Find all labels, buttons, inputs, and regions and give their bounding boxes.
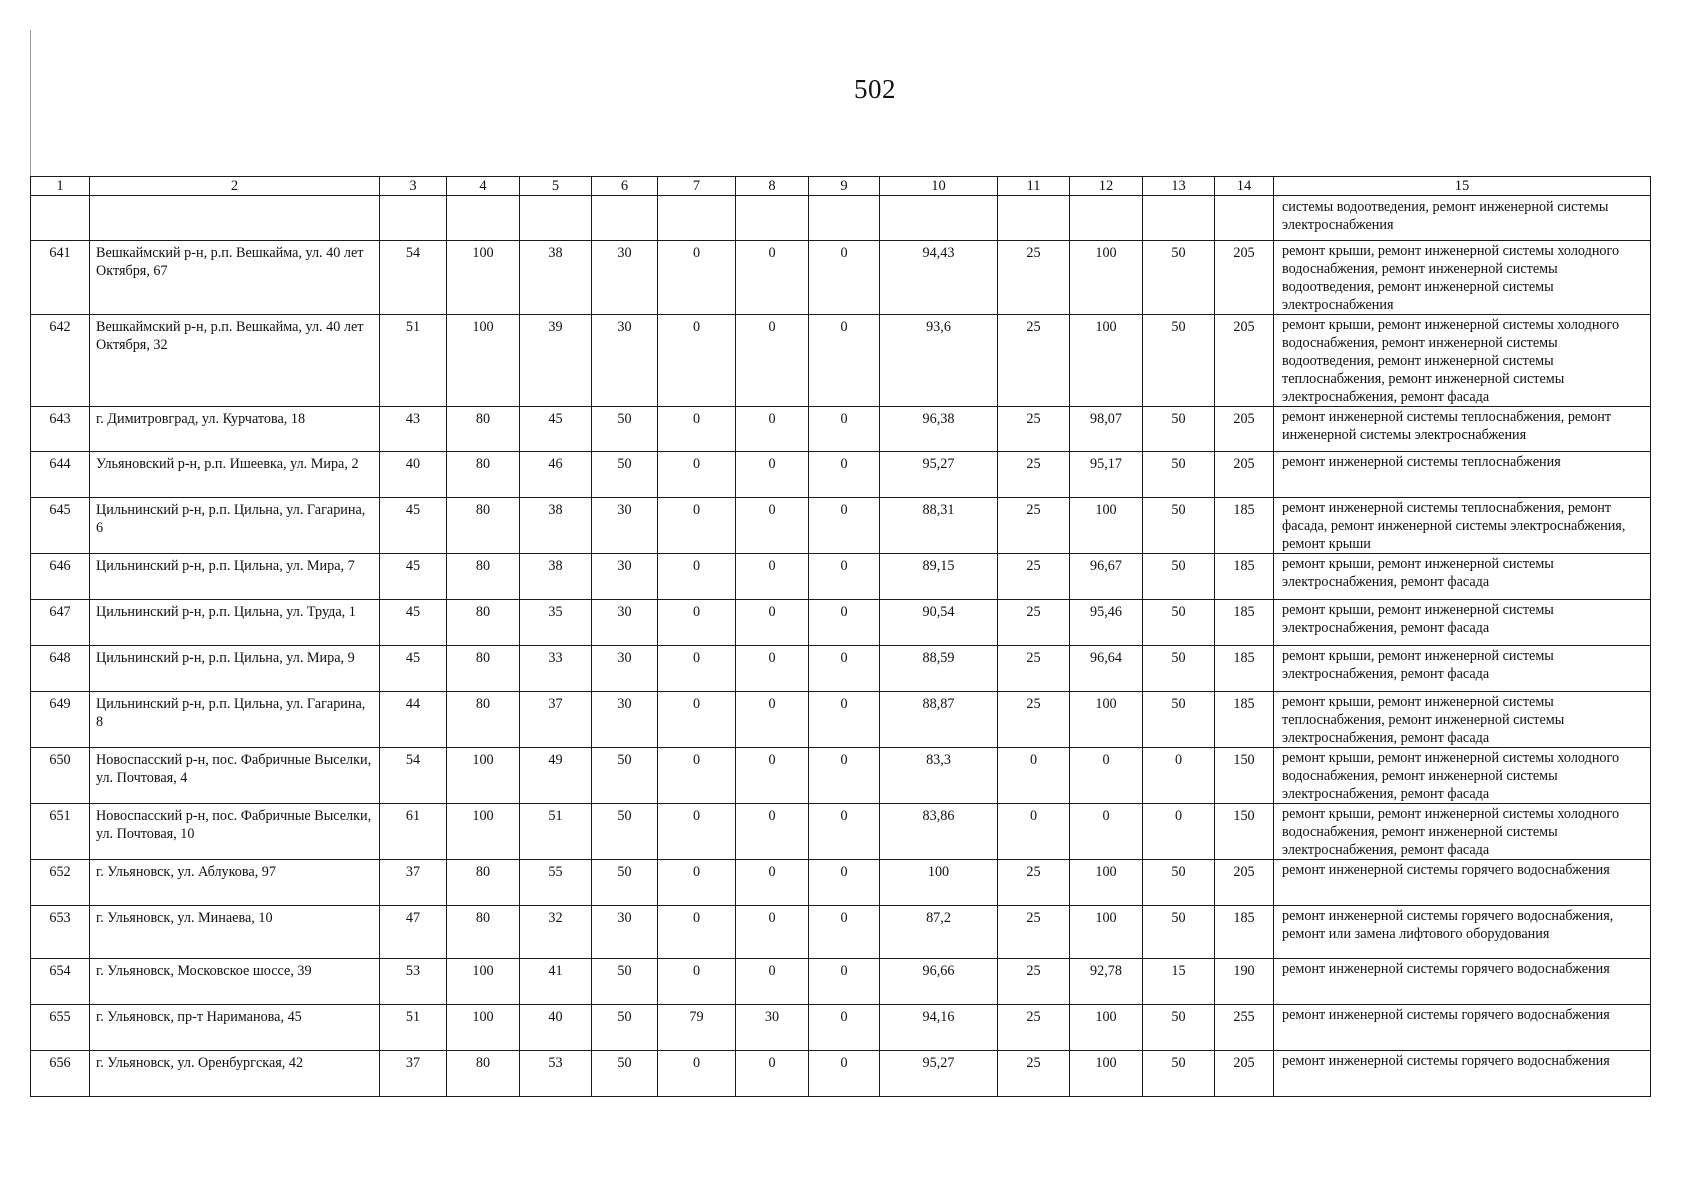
value-cell: 0 xyxy=(658,407,736,452)
address-cell: Ульяновский р-н, р.п. Ишеевка, ул. Мира, 2 xyxy=(90,452,380,498)
value-cell: 37 xyxy=(380,860,447,906)
value-cell: 80 xyxy=(447,452,520,498)
address-cell: г. Ульяновск, ул. Оренбургская, 42 xyxy=(90,1051,380,1097)
works-cell: ремонт крыши, ремонт инженерной системы электроснабжения, ремонт фасада xyxy=(1274,600,1651,646)
table-row xyxy=(31,315,1651,407)
column-number-cell: 10 xyxy=(880,177,998,196)
value-cell: 205 xyxy=(1215,452,1274,498)
value-cell: 61 xyxy=(380,804,447,860)
value-cell: 30 xyxy=(592,600,658,646)
value-cell: 38 xyxy=(520,554,592,600)
value-cell: 0 xyxy=(809,407,880,452)
column-number-cell: 5 xyxy=(520,177,592,196)
value-cell: 50 xyxy=(1143,315,1215,407)
value-cell: 83,86 xyxy=(880,804,998,860)
empty-cell xyxy=(520,196,592,241)
value-cell: 0 xyxy=(658,554,736,600)
value-cell: 0 xyxy=(658,498,736,554)
value-cell: 100 xyxy=(447,804,520,860)
address-cell: Новоспасский р-н, пос. Фабричные Выселки, ул. Почтовая, 4 xyxy=(90,748,380,804)
value-cell: 0 xyxy=(809,498,880,554)
row-number-cell: 645 xyxy=(31,498,90,554)
row-number-cell: 655 xyxy=(31,1005,90,1051)
value-cell: 25 xyxy=(998,959,1070,1005)
table-row xyxy=(31,959,1651,1005)
value-cell: 89,15 xyxy=(880,554,998,600)
value-cell: 0 xyxy=(736,860,809,906)
value-cell: 49 xyxy=(520,748,592,804)
value-cell: 0 xyxy=(736,1051,809,1097)
value-cell: 0 xyxy=(658,804,736,860)
table-row xyxy=(31,646,1651,692)
column-number-cell: 2 xyxy=(90,177,380,196)
value-cell: 0 xyxy=(809,241,880,315)
value-cell: 0 xyxy=(658,906,736,959)
empty-cell xyxy=(31,196,90,241)
value-cell: 50 xyxy=(1143,692,1215,748)
address-cell: Цильнинский р-н, р.п. Цильна, ул. Гагарина, 8 xyxy=(90,692,380,748)
value-cell: 88,87 xyxy=(880,692,998,748)
address-cell: Цильнинский р-н, р.п. Цильна, ул. Мира, 7 xyxy=(90,554,380,600)
value-cell: 255 xyxy=(1215,1005,1274,1051)
value-cell: 94,43 xyxy=(880,241,998,315)
value-cell: 37 xyxy=(520,692,592,748)
value-cell: 25 xyxy=(998,600,1070,646)
table-row xyxy=(31,804,1651,860)
value-cell: 0 xyxy=(736,959,809,1005)
address-cell: г. Ульяновск, Московское шоссе, 39 xyxy=(90,959,380,1005)
table-row xyxy=(31,452,1651,498)
row-number-cell: 647 xyxy=(31,600,90,646)
row-number-cell: 641 xyxy=(31,241,90,315)
column-number-cell: 7 xyxy=(658,177,736,196)
address-cell: Цильнинский р-н, р.п. Цильна, ул. Гагарина, 6 xyxy=(90,498,380,554)
value-cell: 50 xyxy=(592,407,658,452)
value-cell: 30 xyxy=(592,498,658,554)
address-cell: Цильнинский р-н, р.п. Цильна, ул. Труда, 1 xyxy=(90,600,380,646)
table-row xyxy=(31,407,1651,452)
value-cell: 41 xyxy=(520,959,592,1005)
value-cell: 0 xyxy=(1070,748,1143,804)
value-cell: 100 xyxy=(1070,315,1143,407)
works-cell: ремонт крыши, ремонт инженерной системы электроснабжения, ремонт фасада xyxy=(1274,554,1651,600)
value-cell: 25 xyxy=(998,452,1070,498)
value-cell: 0 xyxy=(736,407,809,452)
value-cell: 38 xyxy=(520,498,592,554)
value-cell: 88,31 xyxy=(880,498,998,554)
empty-cell xyxy=(1215,196,1274,241)
value-cell: 50 xyxy=(1143,241,1215,315)
column-number-cell: 14 xyxy=(1215,177,1274,196)
row-number-cell: 642 xyxy=(31,315,90,407)
value-cell: 50 xyxy=(592,804,658,860)
value-cell: 0 xyxy=(998,804,1070,860)
value-cell: 54 xyxy=(380,748,447,804)
value-cell: 80 xyxy=(447,906,520,959)
value-cell: 0 xyxy=(809,959,880,1005)
table-row xyxy=(31,1051,1651,1097)
value-cell: 0 xyxy=(658,241,736,315)
value-cell: 30 xyxy=(592,554,658,600)
empty-cell xyxy=(736,196,809,241)
column-number-cell: 15 xyxy=(1274,177,1651,196)
value-cell: 30 xyxy=(736,1005,809,1051)
table-row xyxy=(31,241,1651,315)
value-cell: 30 xyxy=(592,241,658,315)
address-cell: Новоспасский р-н, пос. Фабричные Выселки, ул. Почтовая, 10 xyxy=(90,804,380,860)
value-cell: 50 xyxy=(1143,860,1215,906)
value-cell: 0 xyxy=(1143,748,1215,804)
empty-cell xyxy=(447,196,520,241)
value-cell: 100 xyxy=(880,860,998,906)
value-cell: 0 xyxy=(736,804,809,860)
value-cell: 50 xyxy=(592,748,658,804)
continuation-row xyxy=(31,196,1651,241)
value-cell: 25 xyxy=(998,407,1070,452)
table-row xyxy=(31,554,1651,600)
value-cell: 0 xyxy=(658,600,736,646)
empty-cell xyxy=(380,196,447,241)
value-cell: 0 xyxy=(736,692,809,748)
value-cell: 150 xyxy=(1215,748,1274,804)
works-cell: ремонт инженерной системы горячего водоснабжения, ремонт или замена лифтового оборудования xyxy=(1274,906,1651,959)
works-cell: ремонт инженерной системы горячего водоснабжения xyxy=(1274,1005,1651,1051)
value-cell: 0 xyxy=(809,452,880,498)
value-cell: 32 xyxy=(520,906,592,959)
value-cell: 96,67 xyxy=(1070,554,1143,600)
table-row xyxy=(31,748,1651,804)
value-cell: 100 xyxy=(1070,906,1143,959)
value-cell: 43 xyxy=(380,407,447,452)
value-cell: 45 xyxy=(520,407,592,452)
row-number-cell: 652 xyxy=(31,860,90,906)
value-cell: 0 xyxy=(1143,804,1215,860)
value-cell: 50 xyxy=(592,452,658,498)
value-cell: 100 xyxy=(447,241,520,315)
value-cell: 0 xyxy=(809,315,880,407)
value-cell: 205 xyxy=(1215,1051,1274,1097)
value-cell: 190 xyxy=(1215,959,1274,1005)
row-number-cell: 656 xyxy=(31,1051,90,1097)
value-cell: 47 xyxy=(380,906,447,959)
address-cell: г. Ульяновск, пр-т Нариманова, 45 xyxy=(90,1005,380,1051)
value-cell: 185 xyxy=(1215,906,1274,959)
column-number-cell: 9 xyxy=(809,177,880,196)
column-number-cell: 8 xyxy=(736,177,809,196)
value-cell: 80 xyxy=(447,1051,520,1097)
value-cell: 50 xyxy=(1143,1051,1215,1097)
column-number-cell: 13 xyxy=(1143,177,1215,196)
table-row xyxy=(31,600,1651,646)
value-cell: 50 xyxy=(1143,906,1215,959)
address-cell: г. Ульяновск, ул. Аблукова, 97 xyxy=(90,860,380,906)
value-cell: 88,59 xyxy=(880,646,998,692)
works-cell: ремонт инженерной системы теплоснабжения, ремонт инженерной системы электроснабжения xyxy=(1274,407,1651,452)
value-cell: 44 xyxy=(380,692,447,748)
address-cell: Вешкаймский р-н, р.п. Вешкайма, ул. 40 лет Октября, 67 xyxy=(90,241,380,315)
value-cell: 90,54 xyxy=(880,600,998,646)
value-cell: 25 xyxy=(998,1005,1070,1051)
value-cell: 0 xyxy=(736,315,809,407)
column-number-cell: 3 xyxy=(380,177,447,196)
value-cell: 100 xyxy=(447,315,520,407)
address-cell: Цильнинский р-н, р.п. Цильна, ул. Мира, 9 xyxy=(90,646,380,692)
value-cell: 0 xyxy=(809,646,880,692)
value-cell: 0 xyxy=(809,1051,880,1097)
value-cell: 50 xyxy=(1143,600,1215,646)
works-cell: ремонт крыши, ремонт инженерной системы холодного водоснабжения, ремонт инженерной системы водоотведения, ремонт инженерной системы электроснабжения xyxy=(1274,241,1651,315)
works-cell: ремонт инженерной системы теплоснабжения, ремонт фасада, ремонт инженерной системы электроснабжения, ремонт крыши xyxy=(1274,498,1651,554)
value-cell: 0 xyxy=(658,452,736,498)
value-cell: 0 xyxy=(809,692,880,748)
value-cell: 46 xyxy=(520,452,592,498)
works-cell: ремонт инженерной системы горячего водоснабжения xyxy=(1274,959,1651,1005)
value-cell: 92,78 xyxy=(1070,959,1143,1005)
value-cell: 100 xyxy=(447,1005,520,1051)
value-cell: 50 xyxy=(592,860,658,906)
value-cell: 39 xyxy=(520,315,592,407)
value-cell: 38 xyxy=(520,241,592,315)
works-cell: ремонт инженерной системы горячего водоснабжения xyxy=(1274,860,1651,906)
row-number-cell: 643 xyxy=(31,407,90,452)
value-cell: 185 xyxy=(1215,692,1274,748)
page-number: 502 xyxy=(854,74,896,104)
value-cell: 96,64 xyxy=(1070,646,1143,692)
value-cell: 79 xyxy=(658,1005,736,1051)
row-number-cell: 649 xyxy=(31,692,90,748)
works-cell: ремонт крыши, ремонт инженерной системы холодного водоснабжения, ремонт инженерной системы водоотведения, ремонт инженерной системы теплоснабжения, ремонт инженерной системы электроснабжения, ремонт фасада xyxy=(1274,315,1651,407)
value-cell: 80 xyxy=(447,692,520,748)
table-header-row xyxy=(31,177,1651,196)
value-cell: 100 xyxy=(447,748,520,804)
value-cell: 205 xyxy=(1215,407,1274,452)
address-cell: г. Димитровград, ул. Курчатова, 18 xyxy=(90,407,380,452)
value-cell: 0 xyxy=(736,600,809,646)
value-cell: 0 xyxy=(998,748,1070,804)
works-cell: ремонт крыши, ремонт инженерной системы холодного водоснабжения, ремонт инженерной системы электроснабжения, ремонт фасада xyxy=(1274,748,1651,804)
column-number-cell: 1 xyxy=(31,177,90,196)
row-number-cell: 654 xyxy=(31,959,90,1005)
row-number-cell: 644 xyxy=(31,452,90,498)
value-cell: 25 xyxy=(998,692,1070,748)
table-row xyxy=(31,860,1651,906)
value-cell: 185 xyxy=(1215,554,1274,600)
value-cell: 25 xyxy=(998,1051,1070,1097)
value-cell: 30 xyxy=(592,906,658,959)
value-cell: 80 xyxy=(447,860,520,906)
value-cell: 51 xyxy=(520,804,592,860)
value-cell: 55 xyxy=(520,860,592,906)
value-cell: 87,2 xyxy=(880,906,998,959)
value-cell: 0 xyxy=(736,498,809,554)
value-cell: 80 xyxy=(447,407,520,452)
empty-cell xyxy=(658,196,736,241)
value-cell: 51 xyxy=(380,315,447,407)
value-cell: 0 xyxy=(809,554,880,600)
value-cell: 30 xyxy=(592,692,658,748)
value-cell: 53 xyxy=(380,959,447,1005)
works-cell: ремонт инженерной системы горячего водоснабжения xyxy=(1274,1051,1651,1097)
value-cell: 50 xyxy=(1143,554,1215,600)
address-cell: Вешкаймский р-н, р.п. Вешкайма, ул. 40 лет Октября, 32 xyxy=(90,315,380,407)
empty-cell xyxy=(809,196,880,241)
value-cell: 0 xyxy=(1070,804,1143,860)
value-cell: 95,27 xyxy=(880,1051,998,1097)
table-row xyxy=(31,1005,1651,1051)
value-cell: 40 xyxy=(520,1005,592,1051)
row-number-cell: 646 xyxy=(31,554,90,600)
column-number-cell: 4 xyxy=(447,177,520,196)
value-cell: 100 xyxy=(1070,1005,1143,1051)
value-cell: 185 xyxy=(1215,498,1274,554)
empty-cell xyxy=(1070,196,1143,241)
value-cell: 0 xyxy=(736,554,809,600)
value-cell: 100 xyxy=(447,959,520,1005)
value-cell: 150 xyxy=(1215,804,1274,860)
value-cell: 0 xyxy=(736,748,809,804)
row-number-cell: 653 xyxy=(31,906,90,959)
works-cell: системы водоотведения, ремонт инженерной системы электроснабжения xyxy=(1274,196,1651,241)
value-cell: 25 xyxy=(998,554,1070,600)
value-cell: 25 xyxy=(998,498,1070,554)
value-cell: 25 xyxy=(998,241,1070,315)
value-cell: 0 xyxy=(809,600,880,646)
value-cell: 0 xyxy=(658,315,736,407)
value-cell: 100 xyxy=(1070,1051,1143,1097)
value-cell: 50 xyxy=(1143,646,1215,692)
value-cell: 0 xyxy=(736,646,809,692)
value-cell: 45 xyxy=(380,646,447,692)
column-number-cell: 11 xyxy=(998,177,1070,196)
value-cell: 50 xyxy=(592,959,658,1005)
value-cell: 95,17 xyxy=(1070,452,1143,498)
value-cell: 0 xyxy=(658,748,736,804)
value-cell: 0 xyxy=(658,692,736,748)
value-cell: 95,46 xyxy=(1070,600,1143,646)
value-cell: 95,27 xyxy=(880,452,998,498)
column-number-cell: 6 xyxy=(592,177,658,196)
value-cell: 0 xyxy=(809,906,880,959)
value-cell: 0 xyxy=(736,452,809,498)
value-cell: 94,16 xyxy=(880,1005,998,1051)
value-cell: 100 xyxy=(1070,241,1143,315)
works-cell: ремонт инженерной системы теплоснабжения xyxy=(1274,452,1651,498)
row-number-cell: 650 xyxy=(31,748,90,804)
empty-cell xyxy=(1143,196,1215,241)
value-cell: 0 xyxy=(658,860,736,906)
value-cell: 50 xyxy=(1143,1005,1215,1051)
register-table xyxy=(30,176,1651,1097)
value-cell: 37 xyxy=(380,1051,447,1097)
empty-cell xyxy=(90,196,380,241)
value-cell: 51 xyxy=(380,1005,447,1051)
works-cell: ремонт крыши, ремонт инженерной системы теплоснабжения, ремонт инженерной системы электроснабжения, ремонт фасада xyxy=(1274,692,1651,748)
value-cell: 100 xyxy=(1070,860,1143,906)
value-cell: 185 xyxy=(1215,646,1274,692)
value-cell: 54 xyxy=(380,241,447,315)
value-cell: 50 xyxy=(592,1051,658,1097)
empty-cell xyxy=(880,196,998,241)
value-cell: 98,07 xyxy=(1070,407,1143,452)
value-cell: 30 xyxy=(592,315,658,407)
empty-cell xyxy=(998,196,1070,241)
value-cell: 50 xyxy=(1143,498,1215,554)
value-cell: 33 xyxy=(520,646,592,692)
value-cell: 15 xyxy=(1143,959,1215,1005)
works-cell: ремонт крыши, ремонт инженерной системы холодного водоснабжения, ремонт инженерной системы электроснабжения, ремонт фасада xyxy=(1274,804,1651,860)
value-cell: 93,6 xyxy=(880,315,998,407)
value-cell: 205 xyxy=(1215,241,1274,315)
value-cell: 30 xyxy=(592,646,658,692)
value-cell: 100 xyxy=(1070,498,1143,554)
value-cell: 0 xyxy=(736,241,809,315)
value-cell: 53 xyxy=(520,1051,592,1097)
value-cell: 80 xyxy=(447,646,520,692)
value-cell: 45 xyxy=(380,554,447,600)
value-cell: 45 xyxy=(380,600,447,646)
table-row xyxy=(31,692,1651,748)
value-cell: 25 xyxy=(998,906,1070,959)
empty-cell xyxy=(592,196,658,241)
value-cell: 0 xyxy=(736,906,809,959)
value-cell: 205 xyxy=(1215,315,1274,407)
value-cell: 0 xyxy=(658,959,736,1005)
value-cell: 185 xyxy=(1215,600,1274,646)
value-cell: 0 xyxy=(658,1051,736,1097)
row-number-cell: 651 xyxy=(31,804,90,860)
table-row xyxy=(31,498,1651,554)
row-number-cell: 648 xyxy=(31,646,90,692)
value-cell: 0 xyxy=(809,860,880,906)
value-cell: 25 xyxy=(998,860,1070,906)
value-cell: 25 xyxy=(998,646,1070,692)
value-cell: 0 xyxy=(809,804,880,860)
value-cell: 100 xyxy=(1070,692,1143,748)
column-number-cell: 12 xyxy=(1070,177,1143,196)
value-cell: 35 xyxy=(520,600,592,646)
value-cell: 96,38 xyxy=(880,407,998,452)
works-cell: ремонт крыши, ремонт инженерной системы электроснабжения, ремонт фасада xyxy=(1274,646,1651,692)
value-cell: 25 xyxy=(998,315,1070,407)
value-cell: 40 xyxy=(380,452,447,498)
value-cell: 0 xyxy=(809,1005,880,1051)
value-cell: 50 xyxy=(1143,452,1215,498)
value-cell: 45 xyxy=(380,498,447,554)
value-cell: 83,3 xyxy=(880,748,998,804)
value-cell: 205 xyxy=(1215,860,1274,906)
table-row xyxy=(31,906,1651,959)
address-cell: г. Ульяновск, ул. Минаева, 10 xyxy=(90,906,380,959)
value-cell: 50 xyxy=(1143,407,1215,452)
value-cell: 80 xyxy=(447,554,520,600)
value-cell: 96,66 xyxy=(880,959,998,1005)
value-cell: 80 xyxy=(447,498,520,554)
value-cell: 80 xyxy=(447,600,520,646)
value-cell: 0 xyxy=(658,646,736,692)
value-cell: 0 xyxy=(809,748,880,804)
value-cell: 50 xyxy=(592,1005,658,1051)
